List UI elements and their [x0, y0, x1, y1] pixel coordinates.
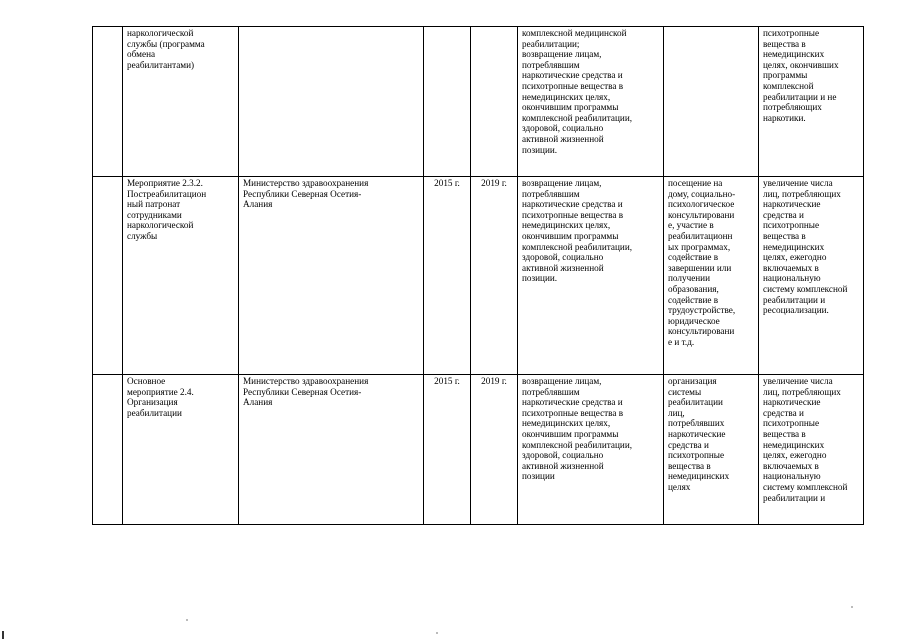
executor-cell: Министерство здравоохранения Республики Северная Осетия- Алания [239, 177, 424, 375]
start-year-cell: 2015 г. [424, 375, 471, 525]
scan-speck [436, 632, 438, 634]
executor-cell: Министерство здравоохранения Республики Северная Осетия- Алания [239, 375, 424, 525]
end-year-cell [471, 27, 518, 177]
expected-result-cell: возвращение лицам, потреблявшим наркотические средства и психотропные вещества в немедицинских целях, окончившим программы комплексной реабилитации, здоровой, социально активной жизненной позиции. [518, 177, 664, 375]
main-directions-cell: посещение на дому, социально- психологическое консультировани е, участие в реабилитационн ых программах, содействие в завершении или получении образования, содействие в трудоустройстве, юридическое консультировани е и т.д. [664, 177, 759, 375]
start-year-cell: 2015 г. [424, 177, 471, 375]
main-directions-cell: организация системы реабилитации лиц, потреблявших наркотические средства и психотропные вещества в немедицинских целях [664, 375, 759, 525]
expected-result-cell: возвращение лицам, потреблявшим наркотические средства и психотропные вещества в немедицинских целях, окончившим программы комплексной реабилитации, здоровой, социально активной жизненной позиции [518, 375, 664, 525]
executor-cell [239, 27, 424, 177]
main-directions-cell [664, 27, 759, 177]
row-number-cell [93, 27, 123, 177]
indicator-link-cell: увеличение числа лиц, потребляющих наркотические средства и психотропные вещества в немедицинских целях, ежегодно включаемых в национальную систему комплексной реабилитации и ресоциализации. [759, 177, 864, 375]
scan-speck [851, 606, 853, 608]
table-row [93, 27, 864, 177]
end-year-cell: 2019 г. [471, 177, 518, 375]
scan-edge-mark [2, 631, 4, 639]
start-year-cell [424, 27, 471, 177]
indicator-link-cell: увеличение числа лиц, потребляющих наркотические средства и психотропные вещества в немедицинских целях, ежегодно включаемых в национальную систему комплексной реабилитации и [759, 375, 864, 525]
table-row [93, 375, 864, 525]
row-number-cell [93, 375, 123, 525]
scan-speck [186, 619, 188, 621]
row-number-cell [93, 177, 123, 375]
activity-name-cell: наркологической службы (программа обмена реабилитантами) [123, 27, 239, 177]
expected-result-cell: комплексной медицинской реабилитации; возвращение лицам, потреблявшим наркотические средства и психотропные вещества в немедицинских целях, окончившим программы комплексной реабилитации, здоровой, социально активной жизненной позиции. [518, 27, 664, 177]
indicator-link-cell: психотропные вещества в немедицинских целях, окончивших программы комплексной реабилитации и не потребляющих наркотики. [759, 27, 864, 177]
table-row [93, 177, 864, 375]
activity-name-cell: Мероприятие 2.3.2. Постреабилитацион ный патронат сотрудниками наркологической службы [123, 177, 239, 375]
program-activities-table [92, 26, 864, 525]
activity-name-cell: Основное мероприятие 2.4. Организация реабилитации [123, 375, 239, 525]
end-year-cell: 2019 г. [471, 375, 518, 525]
